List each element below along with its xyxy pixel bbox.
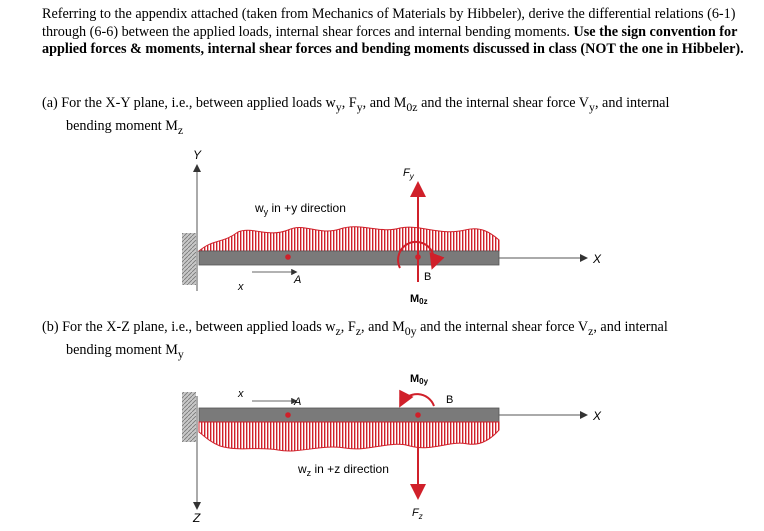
- part-a-sub-m0z: 0z: [406, 99, 418, 114]
- point-a-label-fig-a: A: [294, 274, 302, 286]
- force-fz-label-main: F: [412, 507, 419, 519]
- wall-support-a: [182, 233, 196, 285]
- part-b-line1: (b) For the X-Z plane, i.e., between applied loads w: [42, 319, 336, 335]
- load-label-b-sub: z: [306, 468, 312, 478]
- dist-x-label-b: x: [238, 388, 244, 400]
- point-b-label-fig-b: B: [446, 394, 454, 406]
- part-a-sep1: , F: [341, 95, 357, 111]
- part-a-sub-fy: y: [356, 99, 363, 114]
- distributed-load-wy: [199, 227, 499, 251]
- force-fy-label: [403, 167, 415, 181]
- point-a-dot-fig-b: [285, 412, 291, 418]
- point-b-dot-fig-b: [415, 412, 421, 418]
- load-label-a-sub: y: [263, 207, 269, 217]
- part-a-sub-vy: y: [589, 99, 595, 114]
- moment-m0y-main: M: [410, 373, 420, 385]
- dist-x-label-a: x: [238, 281, 244, 293]
- part-a-sub-wy: y: [335, 99, 342, 114]
- part-b-sub-vz: z: [588, 323, 594, 338]
- intro-text: Referring to the appendix attached (taken from Mechanics of Materials by Hibbeler), derive the differential relations (6-1) through (6-6) between the applied loads, internal shear forces and internal bending moments.: [42, 6, 736, 40]
- point-a-label-fig-b: A: [294, 396, 302, 408]
- part-b-line2: bending moment M: [66, 341, 178, 358]
- point-b-label-fig-a: B: [424, 271, 432, 283]
- moment-m0y-label: [410, 373, 429, 386]
- part-a-sep2: , and M: [362, 95, 407, 111]
- force-fz-label: [412, 507, 423, 521]
- y-axis-label: Y: [193, 148, 202, 162]
- force-fy-label-sub: y: [409, 172, 414, 181]
- force-fz-label-sub: z: [418, 512, 423, 521]
- distributed-load-wz: [199, 422, 499, 451]
- z-axis-label: Z: [193, 511, 201, 525]
- moment-m0z-label: [410, 293, 428, 306]
- load-label-b-w: w: [298, 462, 307, 476]
- load-label-a-rest: in +y direction: [268, 201, 346, 215]
- figure-b: [182, 373, 602, 525]
- part-b-sub-m0y: 0y: [404, 323, 417, 338]
- wall-support-b: [182, 392, 196, 442]
- part-b-line1-end: and the internal shear force V: [416, 319, 589, 335]
- x-axis-label-a: X: [593, 252, 602, 266]
- part-b-sep2: , and M: [361, 319, 405, 335]
- load-label-a-w: w: [255, 201, 264, 215]
- moment-m0z-main: M: [410, 293, 420, 305]
- point-a-dot-fig-a: [285, 254, 291, 260]
- beam-a: [199, 251, 499, 265]
- part-b-line1-tail: , and internal: [593, 319, 668, 335]
- part-a-line1-tail: , and internal: [594, 95, 670, 111]
- intro-bold-text: Use the sign convention for applied forces & moments, internal shear forces and bending moments discussed in class (NOT the one in Hibbeler).: [42, 23, 744, 58]
- moment-m0z-sub: 0z: [419, 297, 428, 306]
- x-axis-label-b: X: [593, 409, 602, 423]
- part-a-sub-mz: z: [177, 122, 184, 137]
- part-a-line1: (a) For the X-Y plane, i.e., between applied loads w: [42, 95, 336, 111]
- part-a-line1-end: and the internal shear force V: [417, 95, 590, 111]
- part-b-sub-fz: z: [355, 323, 361, 338]
- force-fy-label-main: F: [403, 167, 410, 179]
- moment-m0y-sub: 0y: [419, 377, 429, 386]
- part-b-sep1: , F: [340, 319, 356, 335]
- moment-m0y-arc: [401, 394, 434, 406]
- load-label-a: [254, 201, 346, 217]
- load-label-b-rest: in +z direction: [311, 462, 389, 476]
- figure-a: [182, 148, 602, 306]
- part-a-line2: bending moment M: [66, 117, 178, 134]
- load-label-b: [297, 462, 389, 478]
- part-b-sub-my: y: [177, 346, 184, 361]
- part-b-sub-wz: z: [335, 323, 341, 338]
- beam-b: [199, 408, 499, 422]
